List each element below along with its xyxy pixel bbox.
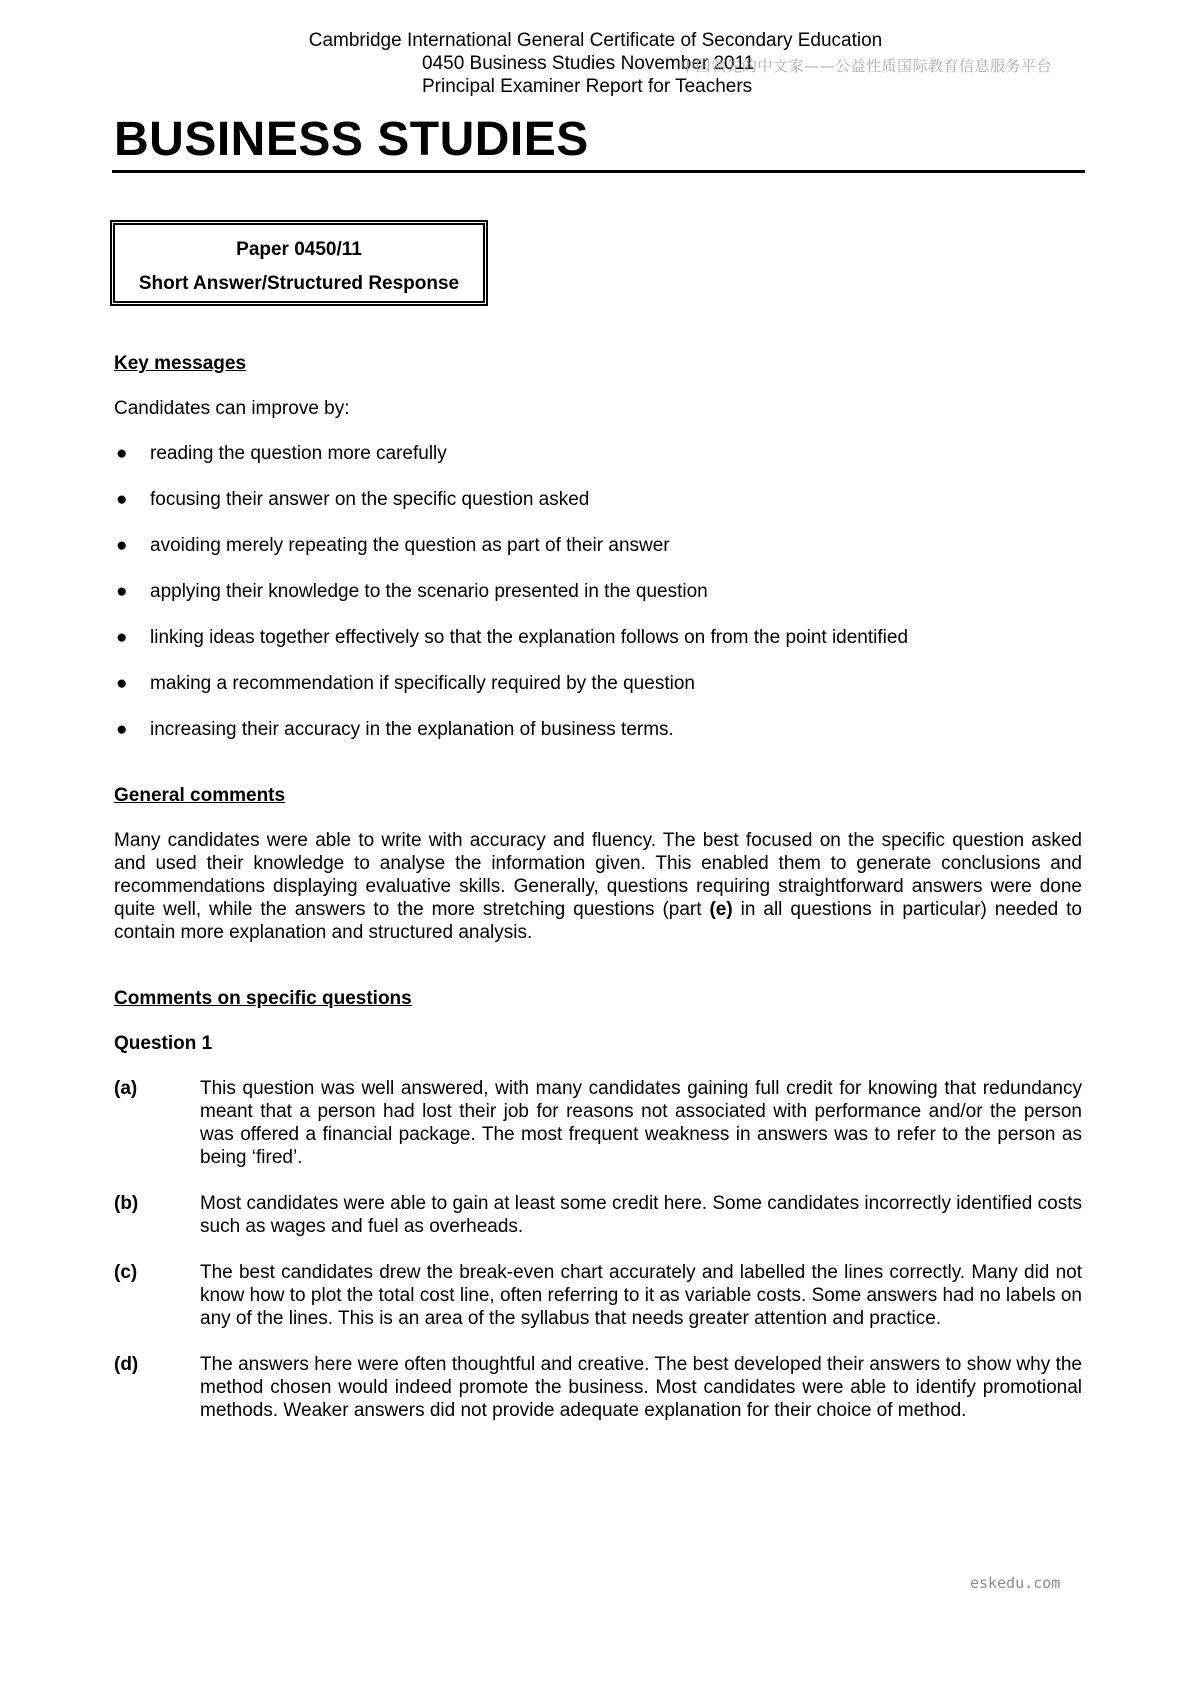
header-line-1: Cambridge International General Certificate of Secondary Education xyxy=(308,30,883,51)
list-item: ● increasing their accuracy in the explanation of business terms. xyxy=(116,719,674,740)
bullet-icon: ● xyxy=(116,719,128,740)
general-comments-text: Many candidates were able to write with accuracy and fluency. The best focused on the specific question asked and used their knowledge to analyse the information given. This enabled them to generate conclusions and recommendations displaying evaluative skills. Generally, questions requiring straightforward answers were done quite well, while the answers to the more stretching questions (part (e) in all questions in particular) needed to contain more explanation and structured analysis. xyxy=(114,830,1083,943)
part-text: The answers here were often thoughtful and creative. The best developed their answers to show why the method chosen would indeed promote the business. Most candidates were able to identify promotional methods. Weaker answers did not provide adequate explanation for their choice of method. xyxy=(200,1354,1082,1421)
paper-code: Paper 0450/11 xyxy=(236,239,362,260)
question-part xyxy=(114,1353,1082,1422)
list-item: ● reading the question more carefully xyxy=(116,443,447,464)
paper-type: Short Answer/Structured Response xyxy=(138,273,460,294)
list-item: ● applying their knowledge to the scenario presented in the question xyxy=(116,581,708,602)
part-label: (c) xyxy=(114,1262,138,1283)
page-title: BUSINESS STUDIES xyxy=(114,113,589,166)
bullet-icon: ● xyxy=(116,627,128,648)
question-part xyxy=(114,1261,1082,1330)
key-messages-heading: Key messages xyxy=(114,353,247,374)
specific-comments-heading: Comments on specific questions xyxy=(114,988,412,1009)
list-item: ● focusing their answer on the specific question asked xyxy=(116,489,590,510)
paper-info-box xyxy=(110,220,488,306)
title-divider xyxy=(112,170,1085,173)
part-text: This question was well answered, with many candidates gaining full credit for knowing that redundancy meant that a person had lost their job for reasons not associated with performance and/or the person was offered a financial package. The most frequent weakness in answers was to refer to the person as being ‘fired’. xyxy=(200,1078,1082,1168)
bullet-icon: ● xyxy=(116,489,128,510)
header-line-2: 0450 Business Studies November 2011 xyxy=(422,53,755,74)
key-messages-intro: Candidates can improve by: xyxy=(114,398,350,419)
bullet-icon: ● xyxy=(116,673,128,694)
bullet-icon: ● xyxy=(116,535,128,556)
list-item: ● linking ideas together effectively so that the explanation follows on from the point identified xyxy=(116,627,909,648)
part-label: (a) xyxy=(114,1078,138,1099)
footer-site-text: eskedu.com xyxy=(970,1574,1061,1592)
part-text: The best candidates drew the break-even chart accurately and labelled the lines correctly. Many did not know how to plot the total cost line, often referring to it as variable costs. Some answers had no labels on any of the lines. This is an area of the syllabus that needs greater attention and practice. xyxy=(200,1262,1082,1329)
header-line-3: Principal Examiner Report for Teachers xyxy=(422,76,753,97)
part-label: (b) xyxy=(114,1193,139,1214)
watermark-text: 中国领先的中文家——公益性质国际教育信息服务平台 xyxy=(680,57,1053,75)
question-part xyxy=(114,1077,1082,1169)
question-part xyxy=(114,1192,1082,1238)
key-messages-list xyxy=(114,442,1082,741)
part-label: (d) xyxy=(114,1354,139,1375)
list-item: ● avoiding merely repeating the question as part of their answer xyxy=(116,535,670,556)
list-item: ● making a recommendation if specifically required by the question xyxy=(116,673,695,694)
report-body xyxy=(114,352,1082,1445)
bullet-icon: ● xyxy=(116,581,128,602)
general-comments-heading: General comments xyxy=(114,785,286,806)
part-text: Most candidates were able to gain at least some credit here. Some candidates incorrectly identified costs such as wages and fuel as overheads. xyxy=(200,1193,1082,1237)
question-title: Question 1 xyxy=(114,1033,213,1054)
bullet-icon: ● xyxy=(116,443,128,464)
